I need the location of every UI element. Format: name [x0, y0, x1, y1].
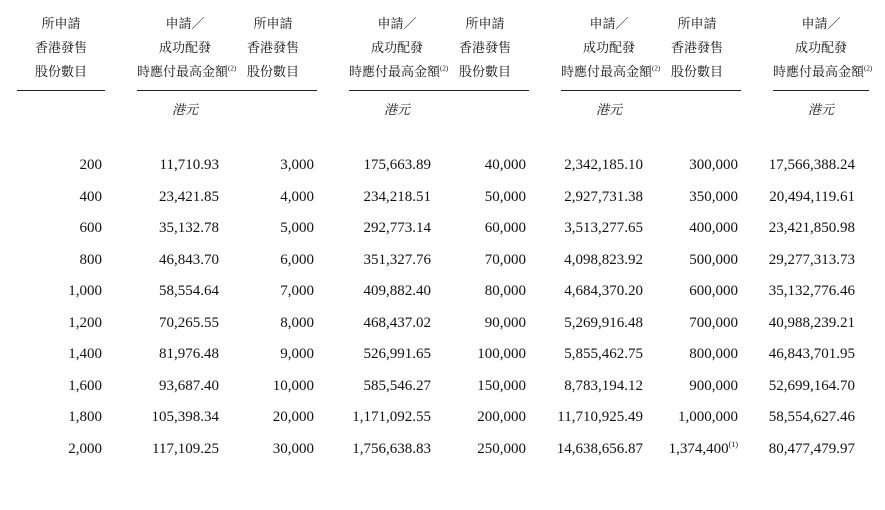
shares-cell: 500,000	[689, 251, 738, 268]
amount-column-header	[561, 12, 661, 84]
shares-cell: 200	[79, 157, 102, 173]
amount-cell: 40,988,239.21	[768, 314, 855, 331]
amount-cell: 1,756,638.83	[352, 440, 431, 457]
header-rule	[137, 90, 233, 91]
header-line: 所申請	[465, 16, 505, 31]
amount-cell: 409,882.40	[363, 283, 431, 299]
shares-cell: 80,000	[484, 283, 526, 299]
header-line: 股份數目	[246, 64, 299, 79]
shares-cell: 100,000	[477, 346, 526, 362]
shares-cell: 600,000	[689, 283, 738, 299]
amount-cell: 585,546.27	[363, 377, 431, 394]
amount-column-header	[773, 12, 873, 84]
currency-unit: 港元	[595, 102, 622, 117]
header-line: 成功配發	[794, 40, 847, 55]
shares-column-header	[17, 12, 105, 84]
header-line: 股份數目	[34, 64, 87, 79]
shares-cell: 800,000	[689, 346, 738, 362]
shares-cell: 1,400	[68, 346, 102, 362]
amount-column-header	[349, 12, 449, 84]
amount-cell: 3,513,277.65	[564, 220, 643, 236]
shares-cell: 7,000	[280, 283, 314, 299]
amount-cell: 29,277,313.73	[768, 251, 855, 268]
amount-cell: 292,773.14	[363, 220, 431, 236]
shares-cell: 4,000	[280, 188, 314, 205]
amount-cell: 35,132,776.46	[768, 283, 855, 299]
shares-cell: 6,000	[280, 251, 314, 268]
shares-column-header	[653, 12, 741, 84]
header-rule	[441, 90, 529, 91]
header-line: 申請／	[377, 16, 417, 31]
header-line: 香港發售	[246, 40, 299, 55]
amount-cell: 351,327.76	[363, 251, 431, 268]
shares-cell: 2,000	[68, 440, 102, 457]
shares-cell: 50,000	[484, 188, 526, 205]
amount-cell: 468,437.02	[363, 314, 431, 331]
shares-cell: 8,000	[280, 314, 314, 331]
header-line: 成功配發	[370, 40, 423, 55]
amount-cell: 93,687.40	[159, 377, 219, 394]
amount-cell: 175,663.89	[363, 157, 431, 173]
shares-cell: 400	[79, 188, 102, 205]
header-line: 所申請	[253, 16, 293, 31]
amount-cell: 8,783,194.12	[564, 377, 643, 394]
shares-cell: 3,000	[280, 157, 314, 173]
amount-cell: 2,927,731.38	[564, 188, 643, 205]
shares-cell: 900,000	[689, 377, 738, 394]
shares-cell: 9,000	[280, 346, 314, 362]
amount-column-header	[137, 12, 237, 84]
amount-cell: 117,109.25	[152, 440, 219, 457]
shares-cell: 250,000	[477, 440, 526, 457]
shares-cell: 1,000,000	[678, 409, 738, 425]
header-rule	[349, 90, 445, 91]
shares-cell: 5,000	[280, 220, 314, 236]
header-line: 成功配發	[582, 40, 635, 55]
header-rule	[561, 90, 657, 91]
header-line: 所申請	[41, 16, 81, 31]
shares-cell: 1,600	[68, 377, 102, 394]
header-line: 股份數目	[458, 64, 511, 79]
header-line: 香港發售	[670, 40, 723, 55]
shares-cell: 800	[79, 251, 102, 268]
amount-cell: 20,494,119.61	[769, 188, 855, 205]
amount-cell: 52,699,164.70	[768, 377, 855, 394]
header-line: 股份數目	[670, 64, 723, 79]
shares-cell: 600	[79, 220, 102, 236]
amount-cell: 11,710,925.49	[557, 409, 643, 425]
amount-cell: 58,554,627.46	[768, 409, 855, 425]
amount-cell: 58,554.64	[159, 283, 219, 299]
header-line: 香港發售	[34, 40, 87, 55]
amount-cell: 4,098,823.92	[564, 251, 643, 268]
footnote-marker: (1)	[728, 439, 738, 449]
amount-cell: 5,855,462.75	[564, 346, 643, 362]
shares-cell: 90,000	[484, 314, 526, 331]
shares-cell: 60,000	[484, 220, 526, 236]
shares-cell: 300,000	[689, 157, 738, 173]
shares-cell: 1,000	[68, 283, 102, 299]
header-line: 時應付最高金額$^{(2)}$	[349, 64, 449, 79]
amount-cell: 80,477,479.97	[768, 440, 855, 457]
header-rule	[17, 90, 105, 91]
footnote-marker: (2)	[440, 64, 449, 73]
amount-cell: 23,421,850.98	[768, 220, 855, 236]
amount-cell: 1,171,092.55	[352, 409, 431, 425]
shares-cell: 350,000	[689, 188, 738, 205]
shares-column-header	[441, 12, 529, 84]
currency-unit: 港元	[807, 102, 834, 117]
shares-cell: 150,000	[477, 377, 526, 394]
amount-cell: 23,421.85	[159, 188, 219, 205]
amount-cell: 46,843,701.95	[768, 346, 855, 362]
currency-unit: 港元	[171, 102, 198, 117]
amount-cell: 5,269,916.48	[564, 314, 643, 331]
amount-cell: 81,976.48	[159, 346, 219, 362]
amount-cell: 11,710.93	[159, 157, 219, 173]
header-line: 所申請	[677, 16, 717, 31]
amount-cell: 526,991.65	[363, 346, 431, 362]
header-line: 時應付最高金額$^{(2)}$	[561, 64, 661, 79]
shares-cell: 30,000	[272, 440, 314, 457]
amount-cell: 14,638,656.87	[556, 440, 643, 457]
shares-cell: 700,000	[689, 314, 738, 331]
amount-cell: 46,843.70	[159, 251, 219, 268]
amount-cell: 2,342,185.10	[564, 157, 643, 173]
shares-cell: 400,000	[689, 220, 738, 236]
shares-cell: 40,000	[484, 157, 526, 173]
header-line: 時應付最高金額$^{(2)}$	[773, 64, 873, 79]
footnote-marker: (2)	[228, 64, 237, 73]
currency-unit: 港元	[383, 102, 410, 117]
header-rule	[653, 90, 741, 91]
shares-cell: 1,200	[68, 314, 102, 331]
header-line: 申請／	[589, 16, 629, 31]
header-line: 成功配發	[158, 40, 211, 55]
shares-cell: 10,000	[272, 377, 314, 394]
shares-cell: 1,800	[68, 409, 102, 425]
footnote-marker: (2)	[864, 64, 873, 73]
shares-column-header	[229, 12, 317, 84]
amount-cell: 234,218.51	[363, 188, 431, 205]
header-line: 申請／	[801, 16, 841, 31]
header-rule	[229, 90, 317, 91]
shares-cell: 20,000	[272, 409, 314, 425]
amount-cell: 70,265.55	[159, 314, 219, 331]
header-line: 香港發售	[458, 40, 511, 55]
amount-cell: 35,132.78	[159, 220, 219, 236]
amount-cell: 4,684,370.20	[564, 283, 643, 299]
footnote-marker: (2)	[652, 64, 661, 73]
shares-cell: 70,000	[484, 251, 526, 268]
amount-cell: 17,566,388.24	[768, 157, 855, 173]
header-rule	[773, 90, 869, 91]
shares-cell: 1,374,400$^{(1)}$	[668, 439, 738, 457]
shares-cell: 200,000	[477, 409, 526, 425]
header-line: 時應付最高金額$^{(2)}$	[137, 64, 237, 79]
amount-cell: 105,398.34	[151, 409, 219, 425]
header-line: 申請／	[165, 16, 205, 31]
